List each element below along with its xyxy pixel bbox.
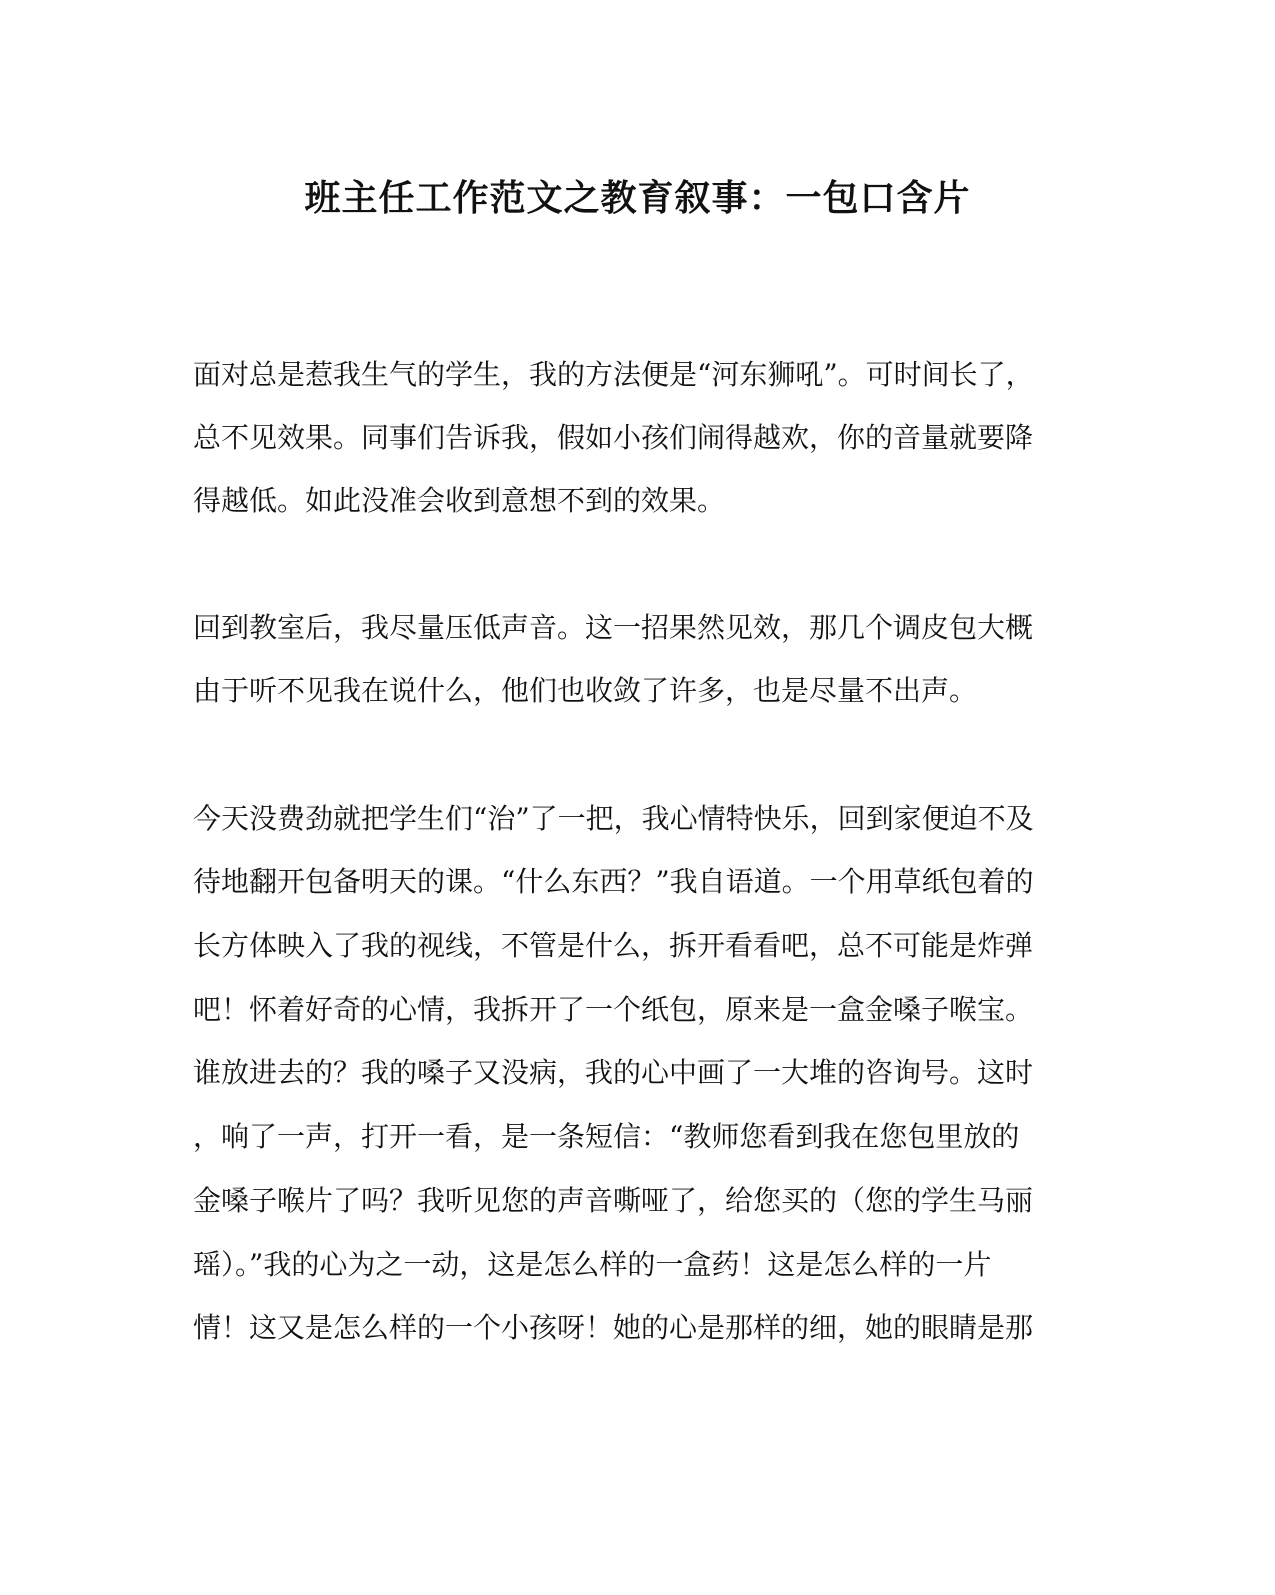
paragraph-line: 吧！怀着好奇的心情，我拆开了一个纸包，原来是一盒金嗓子喉宝。 xyxy=(193,993,1034,1026)
paragraph-line: 金嗓子喉片了吗？我听见您的声音嘶哑了，给您买的（您的学生马丽 xyxy=(193,1184,1034,1217)
paragraph-line: 谁放进去的？我的嗓子又没病，我的心中画了一大堆的咨询号。这时 xyxy=(193,1056,1034,1089)
paragraph-line: 长方体映入了我的视线，不管是什么，拆开看看吧，总不可能是炸弹 xyxy=(193,929,1034,962)
paragraph-line: 得越低。如此没准会收到意想不到的效果。 xyxy=(193,484,726,517)
paragraph-line: 情！这又是怎么样的一个小孩呀！她的心是那样的细，她的眼睛是那 xyxy=(193,1311,1034,1344)
paragraph-line: 总不见效果。同事们告诉我，假如小孩们闹得越欢，你的音量就要降 xyxy=(193,421,1034,454)
paragraph-line: 由于听不见我在说什么，他们也收敛了许多，也是尽量不出声。 xyxy=(193,674,978,707)
paragraph-line: 今天没费劲就把学生们“治”了一把，我心情特快乐，回到家便迫不及 xyxy=(193,802,1034,835)
paragraph-line: 回到教室后，我尽量压低声音。这一招果然见效，那几个调皮包大概 xyxy=(193,611,1034,644)
paragraph-line: 待地翻开包备明天的课。“什么东西？”我自语道。一个用草纸包着的 xyxy=(193,865,1034,898)
paragraph-line: 面对总是惹我生气的学生，我的方法便是“河东狮吼”。可时间长了， xyxy=(193,358,1034,391)
paragraph-line: 瑶）。”我的心为之一动，这是怎么样的一盒药！这是怎么样的一片 xyxy=(193,1248,992,1281)
document-title: 班主任工作范文之教育叙事：一包口含片 xyxy=(304,177,971,219)
paragraph-line: ，响了一声，打开一看，是一条短信：“教师您看到我在您包里放的 xyxy=(193,1120,1020,1153)
